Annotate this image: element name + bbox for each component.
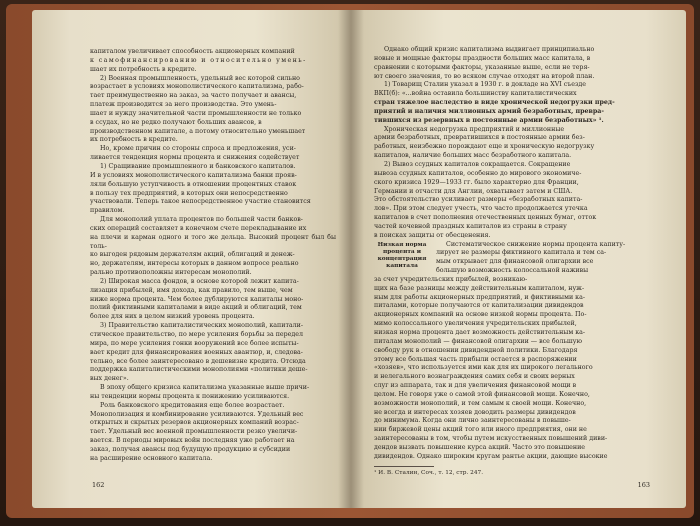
- text-line: Систематическое снижение нормы процента капиту-: [446, 240, 626, 248]
- text-line: Хроническая недогрузка предприятий и миллионные: [384, 125, 565, 133]
- text-line: приятий и наличия миллионных армий безработных, превра-: [374, 107, 604, 115]
- text-line: Германии и отчасти для Англии, охватывает затем и США.: [374, 187, 573, 195]
- margin-heading: Низкая норма процента и концентрация капитала: [377, 241, 427, 270]
- text-line: ских операций составляет в конечном счете перекладывание их: [90, 224, 307, 232]
- text-line: ниже норма процента. Чем более дублируются капиталы моно-: [90, 295, 304, 303]
- text-line: И в условиях монополистического капитализма банки прояв-: [90, 171, 297, 179]
- text-line: 2) Вывоз ссудных капиталов сокращается. Сокращение: [384, 160, 571, 168]
- text-line: «хозяев», что используется ими как для их широкого легального: [374, 364, 593, 372]
- text-line: и нелегального вознаграждения самих себя и своих верных: [374, 373, 575, 381]
- text-line: поддержка капиталистическими монополиями «политики деше-: [90, 366, 308, 374]
- text-line: этому все большая часть прибыли остается в распоряжении: [374, 355, 577, 363]
- text-line: их потребность в кредите.: [90, 136, 178, 144]
- text-line: вых денег».: [90, 375, 129, 383]
- text-line: тельно, все более заинтересовано в дешевизне кредита. Отсюда: [90, 357, 306, 365]
- text-line: Монополизация и комбинирование усиливаются. Удельный вес: [90, 410, 304, 418]
- text-line: ны тенденции нормы процента к понижению усиливаются.: [90, 392, 290, 400]
- text-line: лирует не размеры фиктивного капитала и тем са-: [436, 249, 607, 257]
- text-line: работных, неизбежно порождают еще и хроническую недогрузку: [374, 143, 595, 151]
- text-line: возможности монополий, и тем самым к своей мощи. Конечно,: [374, 399, 587, 407]
- text-line: целом. Не говоря уже о самой этой финансовой мощи. Конечно,: [374, 390, 590, 398]
- text-line: капиталов в счет пополнения отечественных ценных бумаг, отток: [374, 214, 597, 222]
- text-line: в пользу тех предприятий, в которых они непосредственно: [90, 189, 288, 197]
- page-number: 163: [637, 481, 650, 490]
- text-line: на расширение основного капитала.: [90, 454, 213, 462]
- text-line: более для них в целом низкий уровень процента.: [90, 313, 255, 321]
- text-line: стическое правительство, по мере усиления борьбы за передел: [90, 331, 304, 338]
- text-line: мым открывает для финансовой олигархии все: [436, 258, 594, 266]
- text-line: к самофинансированию и относительно умень-: [90, 56, 307, 64]
- text-line: лизация прибылей, имя дохода, как правило, тем выше, чем: [90, 286, 293, 294]
- text-line: В эпоху общего кризиса капитализма указанные выше причи-: [100, 384, 310, 392]
- text-line: вывоза ссудных капиталов, особенно до мирового экономиче-: [374, 169, 582, 177]
- text-line: ливается тенденция нормы процента и снижения содействует: [90, 154, 300, 162]
- text-line: частей кочевной праздных капиталов из страны в страну: [374, 222, 567, 230]
- right-page-text: [374, 46, 654, 477]
- text-line: новые и мощные факторы праздности больших масс капитала, в: [374, 54, 591, 62]
- left-page: [32, 10, 350, 508]
- text-line: свободу рук в отношении дивидендной политики. Благодаря: [374, 346, 578, 354]
- text-line: 2) Военная промышленность, удельный вес которой сильно: [100, 74, 300, 82]
- page-number: 162: [92, 481, 105, 490]
- text-line: 2) Широкая масса фондов, в основе которой лежит капита-: [100, 277, 299, 285]
- text-line: ют своего значения, то во всяком случае отходят на второй план.: [374, 72, 595, 80]
- text-line: ВКП(б): «...война оставила большинству капиталистических: [374, 90, 577, 98]
- text-line: вает кредит для финансирования военных авантюр, и, следова-: [90, 348, 303, 356]
- text-line: Это обстоятельство усиливает размеры «безработных капита-: [374, 196, 583, 204]
- text-line: Однако общий кризис капитализма выдвигает принципиально: [384, 46, 595, 53]
- text-line: в поисках защиты от обесценения.: [374, 231, 491, 239]
- text-line: стран тяжелое наследство в виде хронической недогрузки пред-: [374, 99, 615, 107]
- text-line: платеж производится за него производства. Это умень-: [90, 101, 277, 109]
- text-line: шает их потребность в кредите.: [90, 65, 197, 73]
- text-line: дивидендов. Однако широким кругам рантье акции, дающие высокие: [374, 452, 608, 460]
- text-line: нии биржевой цены акций того или иного предприятия, они не: [374, 426, 587, 434]
- text-line: до минимума. Когда они лично заинтересованы в повыше-: [374, 417, 571, 425]
- text-line: Роль банковского кредитования еще более возрастает.: [100, 401, 285, 409]
- text-line: производственном капитале, а потому относительно уменьшает: [90, 127, 306, 135]
- text-line: Но, кроме причин со стороны спроса и предложения, уси-: [100, 145, 296, 153]
- text-line: слуг из аппарата, так и для увеличения финансовой мощи в: [374, 382, 577, 390]
- text-line: не всегда и интересах хозяев доводить размеры дивидендов: [374, 408, 576, 416]
- text-line: питалам монополий — финансовой олигархии — все большую: [374, 337, 582, 345]
- text-line: тает. Удельный вес военной промышленности резко увеличи-: [90, 428, 298, 436]
- text-line: 1) Сращивание промышленного и банковского капиталов.: [100, 162, 296, 170]
- text-line: Для монополий уплата процентов по большей части банков-: [100, 216, 303, 224]
- text-line: капиталов, наличие больших масс безработного капитала.: [374, 152, 572, 160]
- text-line: армии безработных, превратившихся в постоянные армии без-: [374, 134, 585, 142]
- text-line: низкая норма процента дает возможность действительным ка-: [374, 329, 586, 336]
- footnote: ¹ И. В. Сталин, Соч., т. 12, стр. 247.: [374, 469, 484, 476]
- text-line: тившихся из резервных в постоянные армии безработных» ¹.: [374, 116, 604, 124]
- right-page: [350, 10, 686, 508]
- text-line: за счет учредительских прибылей, возникаю-: [374, 275, 528, 283]
- footnote-divider: [374, 466, 434, 467]
- text-line: возрастает в условиях монополистического капитализма, рабо-: [90, 83, 304, 91]
- left-page-text: [90, 48, 336, 464]
- text-line: заинтересованы в том, чтобы путем искусственных повышений диви-: [374, 435, 608, 443]
- text-line: правилом.: [90, 207, 125, 215]
- text-line: тает преимущественно на заказ, за часто получает и авансы,: [90, 92, 297, 100]
- text-line: на плечи и карман одного и того же дельца. Высокий процент был бы толь-: [90, 233, 336, 250]
- text-line: щих на базе разницы между действительным капиталом, нуж-: [374, 284, 585, 292]
- text-line: полий фиктивными капиталами в виде акций и облигаций, тем: [90, 304, 302, 312]
- text-line: ным для работы акционерных предприятий, и фиктивными ка-: [374, 293, 585, 301]
- text-line: большую возможность колоссальной наживы: [436, 267, 589, 275]
- text-line: дендов вызвать повышение курса акций. Часто это повышение: [374, 443, 586, 451]
- text-line: в ссудах, но не редко получают больших авансов, в: [90, 118, 262, 126]
- text-line: акционерных компаний на основе низкой нормы процента. По-: [374, 311, 587, 319]
- text-line: лов». При этом следует учесть, что часто продолжается утечка: [374, 205, 588, 213]
- text-line: заказ, получая авансы под будущую продукцию и субсидии: [90, 445, 291, 453]
- text-line: шает и нужду значительной части промышленности не только: [90, 109, 302, 117]
- text-line: ляли большую уступчивость в отношении процентных ставок: [90, 180, 297, 188]
- text-line: вается. В периоды мировых войн последняя уже работает на: [90, 437, 295, 445]
- text-line: сравнении с которыми факторы, указанные выше, если не теря-: [374, 63, 590, 71]
- text-line: ко выгоден рядовым держателям акций, облигаций и денеж-: [90, 251, 295, 259]
- text-line: капиталом увеличивает способность акционерных компаний: [90, 48, 295, 55]
- text-line: участвовали. Теперь такое непосредственное участие становится: [90, 198, 311, 206]
- text-line: но, держателям, интересы которых в данном вопросе реально: [90, 260, 299, 268]
- text-line: питалами, которые получаются от капитализации дивидендов: [374, 302, 584, 310]
- text-line: мимо колоссального увеличения учредительских прибылей,: [374, 320, 577, 328]
- text-line: открытых и скрытых резервов акционерных компаний возрас-: [90, 419, 299, 427]
- text-line: ского кризиса 1929—1933 гг. было характерно для Франции,: [374, 178, 579, 186]
- text-line: мира, по мере усиления гонки вооружений все более испыты-: [90, 339, 299, 347]
- text-line: рально противоположны интересам монополий.: [90, 269, 252, 277]
- text-line: 3) Правительство капиталистических монополий, капитали-: [100, 322, 304, 330]
- text-line: 1) Товарищ Сталин указал в 1930 г. в докладе на XVI съезде: [384, 81, 587, 89]
